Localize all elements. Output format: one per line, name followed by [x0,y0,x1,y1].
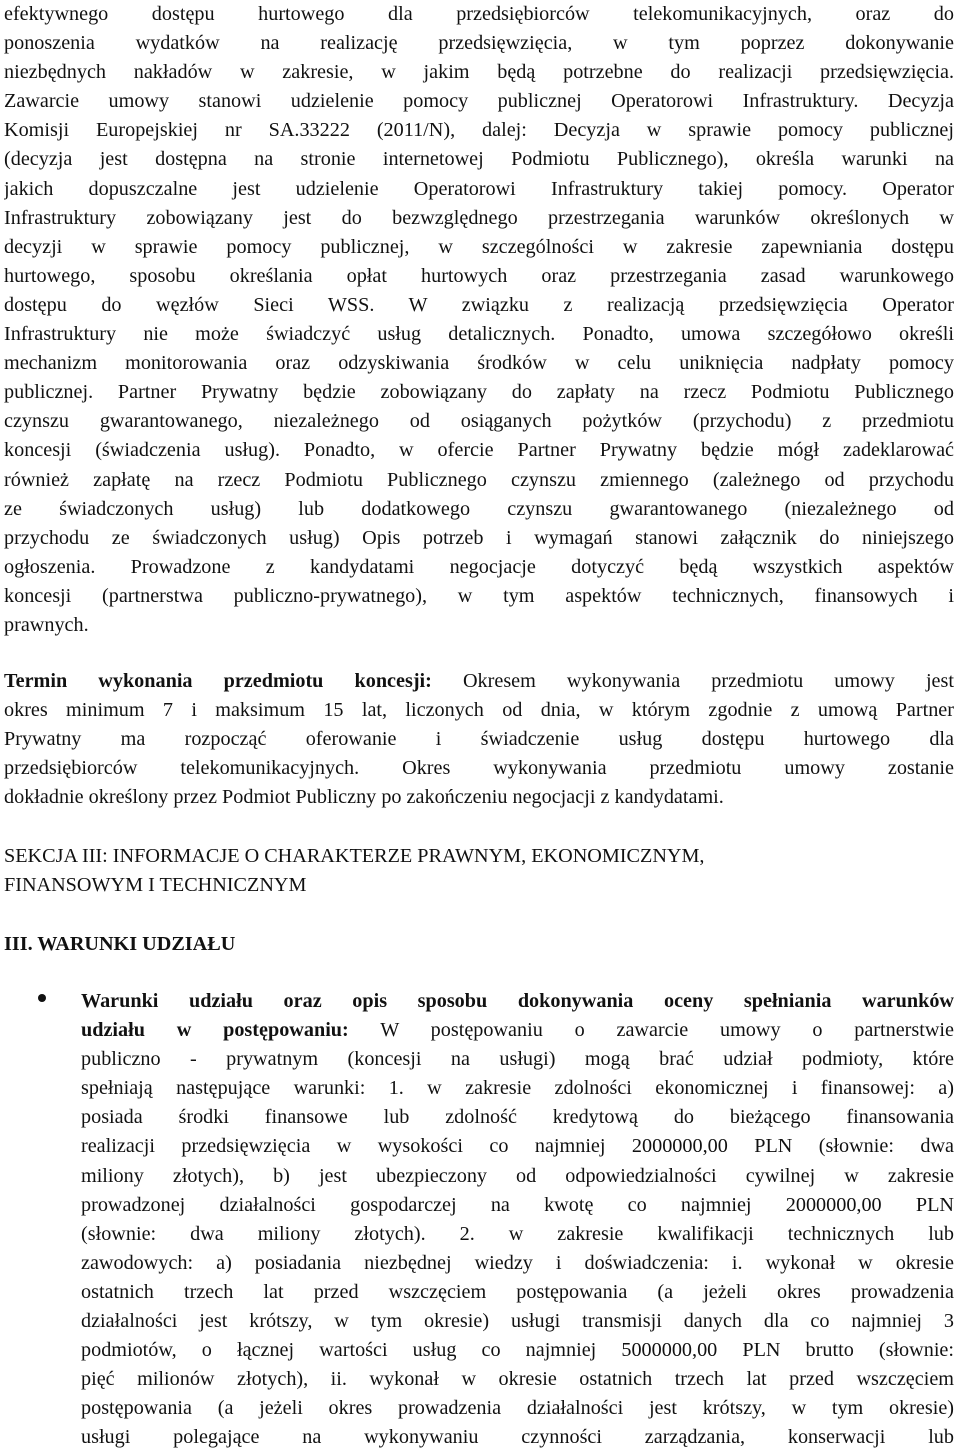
termin-label: Termin wykonania przedmiotu koncesji: [4,670,432,692]
termin-first-line [4,667,954,696]
bullet-warunki-udzialu [81,987,954,1453]
paragraph-termin [4,667,954,812]
bullet-line: postępowania (a jeżeli okres prowadzenia działalności jest krótszy, w tym okresie) [81,1397,954,1420]
bullet-line: pięć milionów złotych), ii. wykonał w okresie ostatnich trzech lat przed wszczęciem [81,1368,954,1391]
paragraph-line: decyzji w sprawie pomocy publicznej, w szczególności w zakresie zapewniania dostępu [4,235,954,258]
bullet-line: zawodowych: a) posiadania niezbędnej wiedzy i doświadczenia: i. wykonał w okresie [81,1251,954,1274]
bullet-line: spełniają następujące warunki: 1. w zakresie zdolności ekonomicznej i finansowej: a) [81,1077,954,1100]
paragraph-line: ponoszenia wydatków na realizację przedsięwzięcia, w tym poprzez dokonywanie [4,32,954,55]
bullet-label-rest: W postępowaniu o zawarcie umowy o partnerstwie [348,1019,954,1042]
paragraph-line: prawnych. [4,613,89,636]
section-3-heading [4,842,704,900]
bullet-line: miliony złotych), b) jest ubezpieczony od odpowiedzialności cywilnej w zakresie [81,1164,954,1187]
bullet-line: usługi polegające na wykonywaniu czynności zarządzania, konserwacji lub [81,1426,954,1449]
paragraph-line: czynszu gwarantowanego, niezależnego od osiąganych pożytków (przychodu) z przedmiotu [4,410,954,433]
paragraph-line: koncesji (partnerstwa publiczno-prywatnego), w tym aspektów technicznych, finansowych i [4,584,954,607]
termin-line: dokładnie określony przez Podmiot Publiczny po zakończeniu negocjacji z kandydatami. [4,786,724,809]
paragraph-line: Zawarcie umowy stanowi udzielenie pomocy publicznej Operatorowi Infrastruktury. Decyzja [4,90,954,113]
paragraph-line: jakich dopuszczalne jest udzielenie Operatorowi Infrastruktury takiej pomocy. Operator [4,177,954,200]
paragraph-line: również zapłatę na rzecz Podmiotu Publicznego czynszu zmiennego (zależnego od przychodu [4,468,954,491]
bullet-label-line-2 [81,1016,954,1045]
warunki-udzialu-heading: III. WARUNKI UDZIAŁU [4,933,236,955]
paragraph-line: Infrastruktury zobowiązany jest do bezwzględnego przestrzegania warunków określonych w [4,206,954,229]
paragraph-concession-description [4,0,954,640]
bullet-line: ostatnich trzech lat przed wszczęciem postępowania (a jeżeli okres prowadzenia [81,1280,954,1303]
paragraph-line: mechanizm monitorowania oraz odzyskiwania środków w celu uniknięcia nadpłaty pomocy [4,352,954,375]
bullet-line: realizacji przedsięwzięcia w wysokości co najmniej 2000000,00 PLN (słownie: dwa [81,1135,954,1158]
paragraph-line: hurtowego, sposobu określania opłat hurtowych oraz przestrzegania zasad warunkowego [4,264,954,287]
termin-line: Prywatny ma rozpocząć oferowanie i świadczenie usług dostępu hurtowego dla [4,728,954,751]
paragraph-line: koncesji (świadczenia usług). Ponadto, w ofercie Partner Prywatny będzie mógł zadeklarować [4,439,954,462]
paragraph-line: Komisji Europejskiej nr SA.33222 (2011/N), dalej: Decyzja w sprawie pomocy publicznej [4,119,954,142]
paragraph-line: efektywnego dostępu hurtowego dla przedsiębiorców telekomunikacyjnych, oraz do [4,3,954,25]
paragraph-line: ze świadczonych usług) lub dodatkowego czynszu gwarantowanego (niezależnego od [4,497,954,520]
section-3-heading-line-2: FINANSOWYM I TECHNICZNYM [4,874,307,897]
bullet-line: (słownie: dwa miliony złotych). 2. w zakresie kwalifikacji technicznych lub [81,1222,954,1245]
paragraph-line: ogłoszenia. Prowadzone z kandydatami negocjacje dotyczyć będą wszystkich aspektów [4,555,954,578]
paragraph-line: Infrastruktury nie może świadczyć usług detalicznych. Ponadto, umowa szczegółowo określi [4,323,954,346]
paragraph-line: (decyzja jest dostępna na stronie internetowej Podmiotu Publicznego), określa warunki na [4,148,954,171]
bullet-line: posiada środki finansowe lub zdolność kredytową do bieżącego finansowania [81,1106,954,1129]
bullet-label-line-1: Warunki udziału oraz opis sposobu dokonywania oceny spełniania warunków [81,990,954,1012]
bullet-line: działalności jest krótszy, w tym okresie) usługi transmisji danych dla co najmniej 3 [81,1310,954,1333]
termin-line: okres minimum 7 i maksimum 15 lat, liczonych od dnia, w którym zgodnie z umową Partner [4,699,954,722]
termin-first-line-text: Okresem wykonywania przedmiotu umowy jest [431,670,954,692]
bullet-body [81,1045,954,1452]
termin-line: przedsiębiorców telekomunikacyjnych. Okres wykonywania przedmiotu umowy zostanie [4,757,954,780]
bullet-icon [38,994,46,1002]
paragraph-line: niezbędnych nakładów w zakresie, w jakim będą potrzebne do realizacji przedsięwzięcia. [4,61,954,84]
paragraph-line: przychodu ze świadczonych usług) Opis potrzeb i wymagań stanowi załącznik do niniejszego [4,526,954,549]
paragraph-line: dostępu do węzłów Sieci WSS. W związku z realizacją przedsięwzięcia Operator [4,293,954,316]
bullet-line: podmiotów, o łącznej wartości usług co najmniej 5000000,00 PLN brutto (słownie: [81,1339,954,1362]
bullet-label-bold: udziału w postępowaniu: [81,1019,349,1042]
paragraph-line: publicznej. Partner Prywatny będzie zobowiązany do zapłaty na rzecz Podmiotu Publicznego [4,381,954,404]
bullet-line: publiczno - prywatnym (koncesji na usługi) mogą brać udział podmioty, które [81,1048,954,1071]
section-3-heading-line-1: SEKCJA III: INFORMACJE O CHARAKTERZE PRAWNYM, EKONOMICZNYM, [4,845,705,867]
bullet-line: prowadzonej działalności gospodarczej na kwotę co najmniej 2000000,00 PLN [81,1193,954,1216]
